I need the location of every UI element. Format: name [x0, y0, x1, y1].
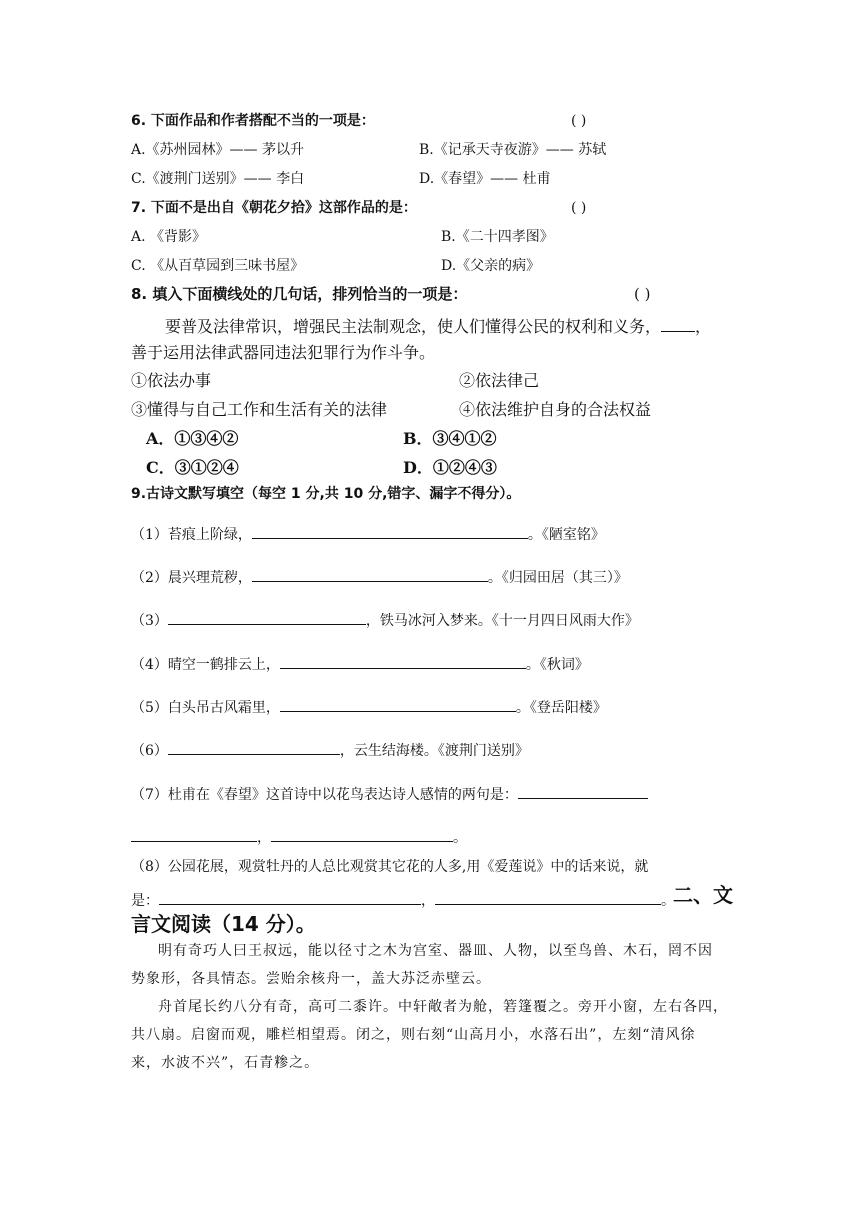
q7-option-a: A. 《背影》	[131, 229, 207, 245]
q8-item-1: ①依法办事	[131, 371, 212, 390]
q9-item-7-comma: ，	[257, 830, 271, 846]
q7-option-d: D.《父亲的病》	[441, 258, 541, 274]
q9-item-2-blank[interactable]	[252, 567, 488, 582]
q9-item-5-prompt: （5）白头吊古风霜里，	[131, 700, 280, 716]
q6-option-b: B.《记承天寺夜游》—— 苏轼	[419, 142, 607, 158]
classical-p1-line2: 势象形，各具情态。尝贻余核舟一，盖大苏泛赤壁云。	[131, 971, 491, 987]
q8-passage-blank[interactable]	[661, 317, 695, 332]
q8-item-4: ④依法维护自身的合法权益	[459, 400, 652, 419]
q9-item-7-line2	[131, 827, 467, 845]
q8-option-c: C．③①②④	[146, 458, 239, 477]
q7-stem: 7. 下面不是出自《朝花夕拾》这部作品的是：	[131, 200, 417, 216]
q9-item-2-source: 。《归园田居（其三）》	[487, 570, 628, 586]
q9-item-4	[131, 654, 589, 672]
q9-item-7-blank-2[interactable]	[131, 827, 257, 842]
q6-option-a: A.《苏州园林》—— 茅以升	[131, 142, 305, 158]
q8-option-b: B．③④①②	[403, 429, 497, 448]
classical-p1-line1: 明有奇巧人曰王叔远，能以径寸之木为宫室、器皿、人物，以至鸟兽、木石，罔不因	[158, 943, 713, 959]
classical-p2-line1: 舟首尾长约八分有奇，高可二黍许。中轩敞者为舱，箬篷覆之。旁开小窗，左右各四，	[158, 999, 728, 1015]
q9-item-5-source: 。《登岳阳楼》	[515, 700, 607, 716]
q9-item-8-end: 。	[661, 893, 675, 909]
q9-stem: 9.古诗文默写填空（每空 1 分,共 10 分,错字、漏字不得分）。	[131, 486, 521, 502]
q6-answer-paren: ( )	[571, 113, 587, 129]
q7-option-c: C. 《从百草园到三味书屋》	[131, 258, 305, 274]
q9-item-5-blank[interactable]	[280, 697, 516, 712]
q8-passage-line1	[165, 317, 711, 335]
q9-item-1-prompt: （1）苔痕上阶绿，	[131, 527, 252, 543]
q7-answer-paren: ( )	[571, 200, 587, 216]
q9-item-5	[131, 697, 607, 715]
q9-item-7-line1	[131, 784, 648, 802]
q6-option-d: D.《春望》—— 杜甫	[419, 171, 551, 187]
q9-item-4-source: 。《秋词》	[525, 657, 589, 673]
q8-option-d: D．①②④③	[403, 458, 497, 477]
q8-passage-text: 要普及法律常识，增强民主法制观念，使人们懂得公民的权利和义务，	[165, 317, 662, 336]
q8-passage-comma: ，	[695, 317, 712, 336]
q9-item-6-prompt: （6）	[131, 743, 168, 759]
classical-p2-line3: 来，水波不兴”，石青糁之。	[131, 1055, 320, 1071]
q9-item-1-blank[interactable]	[252, 524, 528, 539]
section-2-title-part2: 言文阅读（14 分）。	[131, 912, 316, 936]
q9-item-4-blank[interactable]	[280, 654, 526, 669]
q8-item-2: ②依法律己	[459, 371, 540, 390]
q9-item-8-blank-2[interactable]	[435, 890, 661, 905]
section-2-title-part1: 二、文	[673, 883, 733, 907]
q9-item-6-source: ，云生结海楼。《渡荆门送别》	[339, 743, 529, 759]
q9-item-8-line2	[131, 890, 675, 908]
q9-item-7-prompt: （7）杜甫在《春望》这首诗中以花鸟表达诗人感情的两句是：	[131, 787, 518, 803]
q8-answer-paren: ( )	[634, 285, 651, 303]
q9-item-3	[131, 610, 639, 628]
q9-item-8-blank-1[interactable]	[159, 890, 421, 905]
q6-stem: 6. 下面作品和作者搭配不当的一项是：	[131, 113, 375, 129]
q8-item-3: ③懂得与自己工作和生活有关的法律	[131, 400, 388, 419]
q9-item-3-source: ，铁马冰河入梦来。《十一月四日风雨大作》	[365, 613, 639, 629]
q8-passage-line2: 善于运用法律武器同违法犯罪行为作斗争。	[131, 343, 436, 362]
q9-item-2	[131, 567, 628, 585]
q9-item-1	[131, 524, 605, 542]
q9-item-4-prompt: （4）晴空一鹤排云上，	[131, 657, 280, 673]
q8-stem: 8. 填入下面横线处的几句话，排列恰当的一项是：	[131, 285, 468, 303]
q8-option-a: A．①③④②	[146, 429, 239, 448]
q9-item-2-prompt: （2）晨兴理荒秽，	[131, 570, 252, 586]
q7-option-b: B.《二十四孝图》	[441, 229, 554, 245]
q9-item-6-blank[interactable]	[168, 740, 340, 755]
q9-item-7-blank-1[interactable]	[518, 784, 648, 799]
q9-item-7-blank-3[interactable]	[271, 827, 453, 842]
q9-item-8-prompt: 是：	[131, 893, 159, 909]
q9-item-3-prompt: （3）	[131, 613, 168, 629]
classical-p2-line2: 共八扇。启窗而观，雕栏相望焉。闭之，则右刻“山高月小，水落石出”，左刻“清风徐	[131, 1027, 696, 1043]
q6-option-c: C.《渡荆门送别》—— 李白	[131, 171, 305, 187]
q9-item-6	[131, 740, 529, 758]
q9-item-8-line1: （8）公园花展，观赏牡丹的人总比观赏其它花的人多,用《爱莲说》中的话来说，就	[131, 859, 649, 875]
q9-item-3-blank[interactable]	[168, 610, 366, 625]
q9-item-1-source: 。《陋室铭》	[527, 527, 605, 543]
q9-item-7-end: 。	[453, 830, 467, 846]
q9-item-8-comma: ，	[421, 893, 435, 909]
